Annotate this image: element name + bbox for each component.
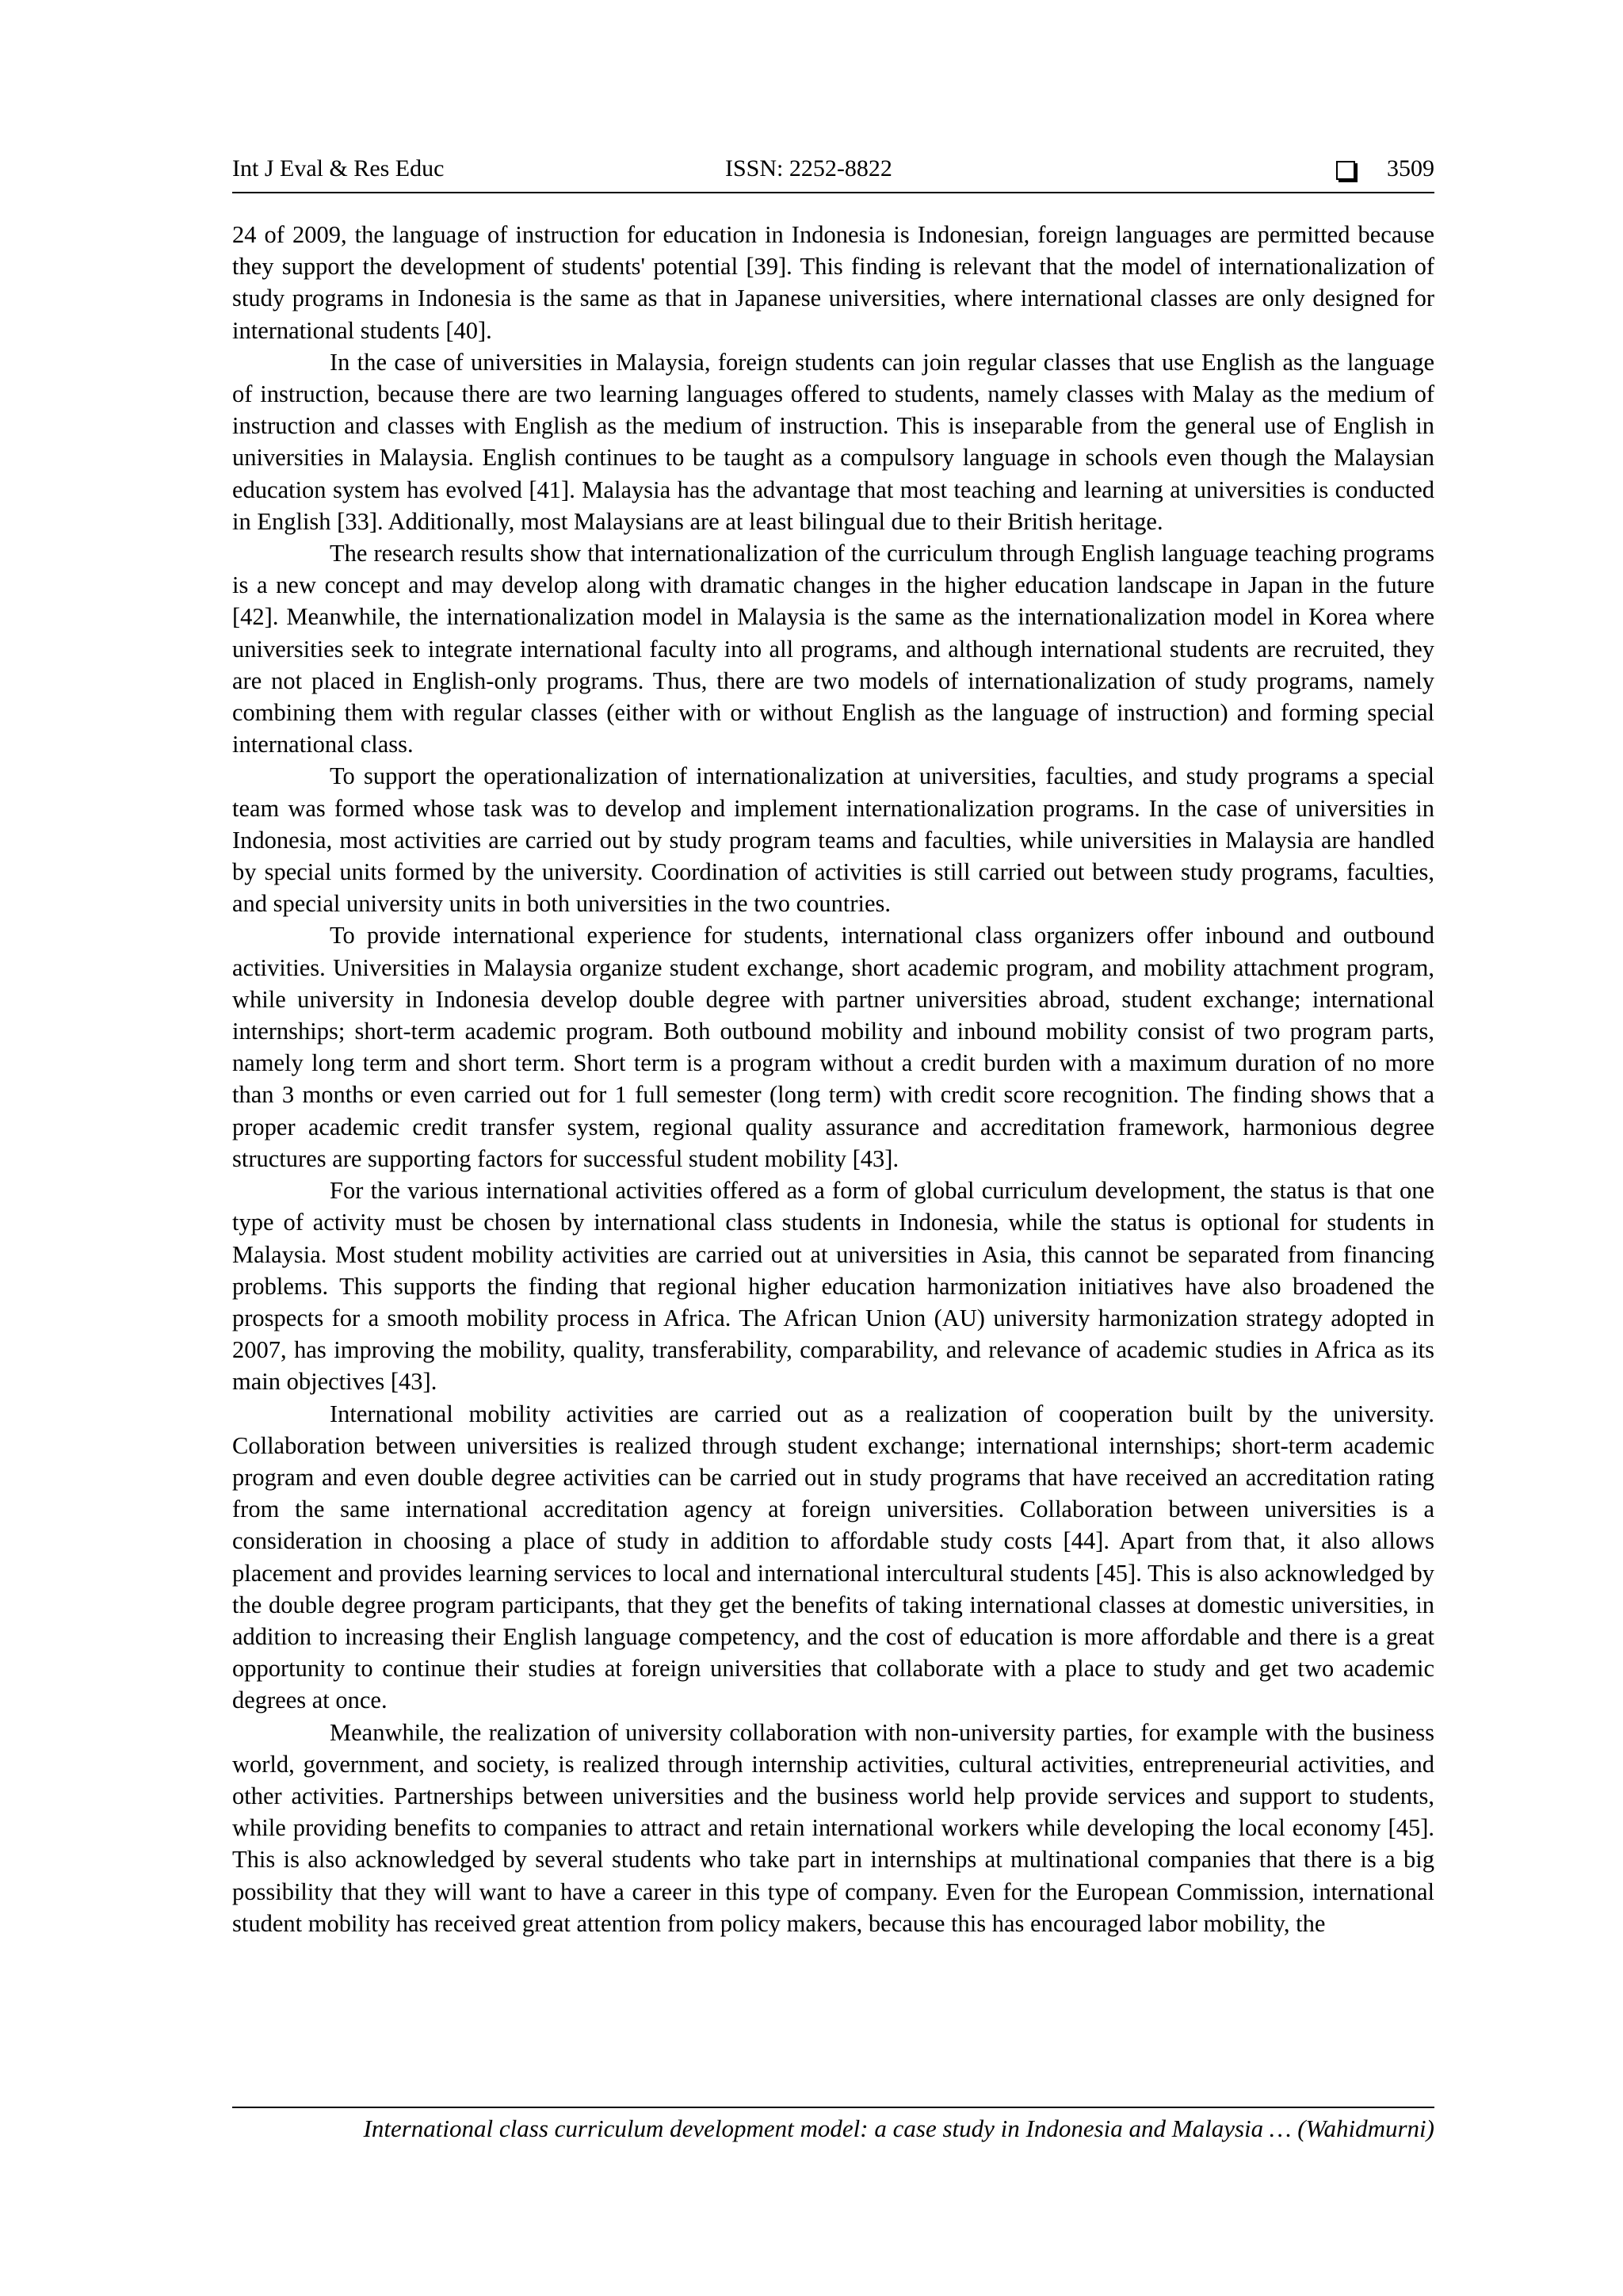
journal-name: Int J Eval & Res Educ [232,155,445,181]
page-footer [232,2107,1434,2143]
paragraph: To support the operationalization of internationalization at universities, faculties, and study programs a special team was formed whose task was to develop and implement internationalization programs. In the case of universities in Indonesia, most activities are carried out by study program teams and faculties, while universities in Malaysia are handled by special units formed by the university. Coordination of activities is still carried out between study programs, faculties, and special university units in both universities in the two countries. [232,762,1434,918]
issn-label: ISSN: 2252-8822 [725,155,892,181]
page-header [232,155,1434,193]
paragraph: The research results show that internationalization of the curriculum through English language teaching programs is a new concept and may develop along with dramatic changes in the higher education landscape in Japan in the future [42]. Meanwhile, the internationalization model in Malaysia is the same as the internationalization model in Korea where universities seek to integrate international faculty into all programs, and although international students are recruited, they are not placed in English-only programs. Thus, there are two models of internationalization of study programs, namely combining them with regular classes (either with or without English as the language of instruction) and forming special international class. [232,540,1434,758]
paragraph: 24 of 2009, the language of instruction for education in Indonesia is Indonesian, foreign languages are permitted because they support the development of students' potential [39]. This finding is relevant that the model of internationalization of study programs in Indonesia is the same as that in Japanese universities, where international classes are only designed for international students [40]. [232,221,1434,344]
paragraph: In the case of universities in Malaysia, foreign students can join regular classes that use English as the language of instruction, because there are two learning languages offered to students, namely classes with Malay as the medium of instruction and classes with English as the medium of instruction. This is inseparable from the general use of English in universities in Malaysia. English continues to be taught as a compulsory language in schools even though the Malaysian education system has evolved [41]. Malaysia has the advantage that most teaching and learning at universities is conducted in English [33]. Additionally, most Malaysians are at least bilingual due to their British heritage. [232,348,1434,535]
running-title: International class curriculum development model: a case study in Indonesia and Malaysia … (Wahidmurni) [363,2115,1434,2142]
page-number-group [1336,155,1434,182]
body-text [232,219,1434,1939]
paragraph: For the various international activities offered as a form of global curriculum development, the status is that one type of activity must be chosen by international class students in Indonesia, while the status is optional for students in Malaysia. Most student mobility activities are carried out at universities in Asia, this cannot be separated from financing problems. This supports the finding that regional higher education harmonization initiatives have also broadened the prospects for a smooth mobility process in Africa. The African Union (AU) university harmonization strategy adopted in 2007, has improving the mobility, quality, transferability, comparability, and relevance of academic studies in Africa as its main objectives [43]. [232,1177,1434,1396]
checkbox-square-icon [1336,161,1355,180]
page-number: 3509 [1387,155,1434,181]
paragraph: International mobility activities are carried out as a realization of cooperation built by the university. Collaboration between universities is realized through student exchange; international internships; short-term academic program and even double degree activities can be carried out in study programs that have received an accreditation rating from the same international accreditation agency at foreign universities. Collaboration between universities is a consideration in choosing a place of study in addition to affordable study costs [44]. Apart from that, it also allows placement and provides learning services to local and international intercultural students [45]. This is also acknowledged by the double degree program participants, that they get the benefits of taking international classes at domestic universities, in addition to increasing their English language competency, and the cost of education is more affordable and there is a great opportunity to continue their studies at foreign universities that collaborate with a place to study and get two academic degrees at once. [232,1400,1434,1714]
paragraph: Meanwhile, the realization of university collaboration with non-university parties, for example with the business world, government, and society, is realized through internship activities, cultural activities, entrepreneurial activities, and other activities. Partnerships between universities and the business world help provide services and support to students, while providing benefits to companies to attract and retain international workers while developing the local economy [45]. This is also acknowledged by several students who take part in internships at multinational companies that there is a big possibility that they will want to have a career in this type of company. Even for the European Commission, international student mobility has received great attention from policy makers, because this has encouraged labor mobility, the [232,1718,1434,1937]
paragraph: To provide international experience for students, international class organizers offer inbound and outbound activities. Universities in Malaysia organize student exchange, short academic program, and mobility attachment program, while university in Indonesia develop double degree with partner universities abroad, student exchange; international internships; short-term academic program. Both outbound mobility and inbound mobility consist of two program parts, namely long term and short term. Short term is a program without a credit burden with a maximum duration of no more than 3 months or even carried out for 1 full semester (long term) with credit score recognition. The finding shows that a proper academic credit transfer system, regional quality assurance and accreditation framework, harmonious degree structures are supporting factors for successful student mobility [43]. [232,922,1434,1172]
